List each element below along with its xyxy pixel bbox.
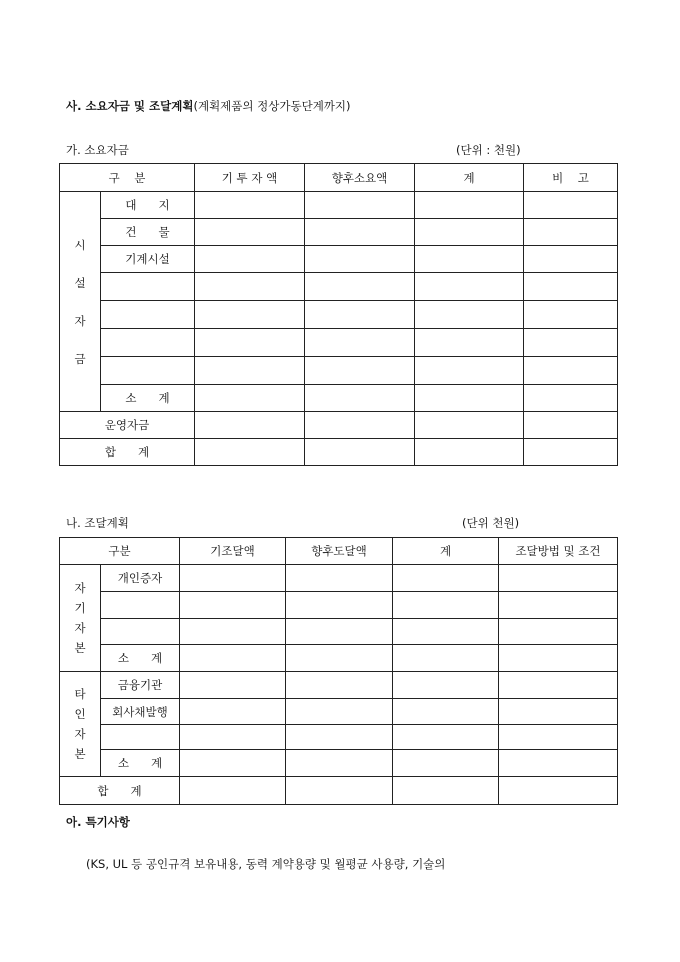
cell [415, 192, 524, 219]
section-sa-title-normal: (계획제품의 정상가동단계까지) [193, 99, 351, 113]
cell [286, 750, 393, 777]
group-facility-char-4: 금 [74, 351, 86, 366]
facility-subtotal: 소 계 [101, 385, 195, 412]
cell [393, 672, 499, 699]
cell [195, 329, 305, 357]
cell [305, 246, 415, 273]
cell [286, 672, 393, 699]
header-raised-amount: 기조달액 [180, 538, 286, 565]
cell [524, 439, 618, 466]
facility-item-machinery: 기계시설 [101, 246, 195, 273]
cell [415, 219, 524, 246]
facility-item-blank [101, 273, 195, 301]
cell [499, 725, 618, 750]
cell [415, 273, 524, 301]
cell [305, 439, 415, 466]
cell [499, 565, 618, 592]
cell [180, 619, 286, 645]
facility-item-blank [101, 329, 195, 357]
cell [305, 192, 415, 219]
cell [499, 672, 618, 699]
table-na-total: 합 계 [60, 777, 180, 805]
cell [499, 777, 618, 805]
header-category: 구분 [60, 538, 180, 565]
cell [499, 592, 618, 619]
cell [524, 385, 618, 412]
cell [195, 273, 305, 301]
cell [499, 699, 618, 725]
cell [305, 329, 415, 357]
cell [180, 750, 286, 777]
table-ga-label: 가. 소요자금 [66, 143, 129, 157]
other-item-blank [101, 725, 180, 750]
cell [305, 357, 415, 385]
group-own-char-3: 자 [74, 621, 86, 635]
cell [286, 592, 393, 619]
cell [524, 273, 618, 301]
table-ga [59, 163, 618, 466]
own-subtotal: 소 계 [101, 645, 180, 672]
cell [524, 301, 618, 329]
cell [180, 645, 286, 672]
cell [180, 565, 286, 592]
other-item-financial-institution: 금융기관 [101, 672, 180, 699]
cell [499, 645, 618, 672]
table-ga-unit: (단위 : 천원) [456, 143, 521, 157]
cell [524, 357, 618, 385]
cell [195, 439, 305, 466]
group-other-char-2: 인 [74, 707, 86, 721]
cell [195, 192, 305, 219]
cell [180, 777, 286, 805]
group-own-capital [60, 565, 101, 672]
table-na-label: 나. 조달계획 [66, 516, 129, 530]
cell [393, 699, 499, 725]
cell [524, 192, 618, 219]
cell [305, 219, 415, 246]
header-existing-investment: 기 투 자 액 [195, 164, 305, 192]
cell [415, 329, 524, 357]
group-facility-char-2: 설 [74, 275, 86, 290]
header-future-raise: 향후도달액 [286, 538, 393, 565]
cell [286, 725, 393, 750]
cell [393, 777, 499, 805]
cell [393, 750, 499, 777]
facility-item-land: 대 지 [101, 192, 195, 219]
group-other-char-1: 타 [74, 687, 86, 701]
cell [305, 385, 415, 412]
cell [524, 219, 618, 246]
cell [195, 412, 305, 439]
cell [415, 385, 524, 412]
cell [195, 301, 305, 329]
group-other-char-4: 본 [74, 747, 86, 761]
cell [415, 301, 524, 329]
section-a-title: 아. 특기사항 [66, 815, 130, 829]
group-own-char-2: 기 [74, 601, 86, 615]
cell [286, 565, 393, 592]
cell [524, 412, 618, 439]
cell [393, 619, 499, 645]
group-facility-char-1: 시 [74, 237, 86, 252]
cell [393, 565, 499, 592]
section-sa-title-bold: 사. 소요자금 및 조달계획 [66, 99, 194, 113]
group-other-capital [60, 672, 101, 777]
group-facility-char-3: 자 [74, 313, 86, 328]
cell [286, 777, 393, 805]
cell [180, 725, 286, 750]
cell [393, 645, 499, 672]
section-sa-title [66, 98, 351, 114]
cell [286, 619, 393, 645]
facility-item-blank [101, 357, 195, 385]
section-a-body: (KS, UL 등 공인규격 보유내용, 동력 계약용량 및 월평균 사용량, 기술의 [86, 857, 446, 871]
cell [286, 645, 393, 672]
cell [195, 219, 305, 246]
cell [195, 357, 305, 385]
cell [180, 592, 286, 619]
cell [180, 699, 286, 725]
cell [499, 619, 618, 645]
header-method-conditions: 조달방법 및 조건 [499, 538, 618, 565]
cell [180, 672, 286, 699]
header-sum: 계 [415, 164, 524, 192]
cell [415, 412, 524, 439]
own-item-personal-capital: 개인증자 [101, 565, 180, 592]
cell [415, 357, 524, 385]
header-future-requirement: 향후소요액 [305, 164, 415, 192]
table-na-unit: (단위 천원) [462, 516, 520, 530]
cell [305, 273, 415, 301]
cell [415, 439, 524, 466]
cell [524, 246, 618, 273]
own-item-blank [101, 592, 180, 619]
cell [305, 301, 415, 329]
cell [195, 385, 305, 412]
facility-item-building: 건 물 [101, 219, 195, 246]
table-na [59, 537, 618, 805]
header-sum: 계 [393, 538, 499, 565]
cell [415, 246, 524, 273]
group-facility-fund [60, 192, 101, 412]
cell [393, 725, 499, 750]
cell [286, 699, 393, 725]
table-ga-total: 합 계 [60, 439, 195, 466]
operating-fund: 운영자금 [60, 412, 195, 439]
other-item-bond-issuance: 회사채발행 [101, 699, 180, 725]
header-category: 구 분 [60, 164, 195, 192]
cell [305, 412, 415, 439]
group-own-char-4: 본 [74, 641, 86, 655]
header-remarks: 비 고 [524, 164, 618, 192]
group-own-char-1: 자 [74, 581, 86, 595]
other-subtotal: 소 계 [101, 750, 180, 777]
own-item-blank [101, 619, 180, 645]
cell [499, 750, 618, 777]
cell [195, 246, 305, 273]
facility-item-blank [101, 301, 195, 329]
group-other-char-3: 자 [74, 727, 86, 741]
cell [393, 592, 499, 619]
cell [524, 329, 618, 357]
